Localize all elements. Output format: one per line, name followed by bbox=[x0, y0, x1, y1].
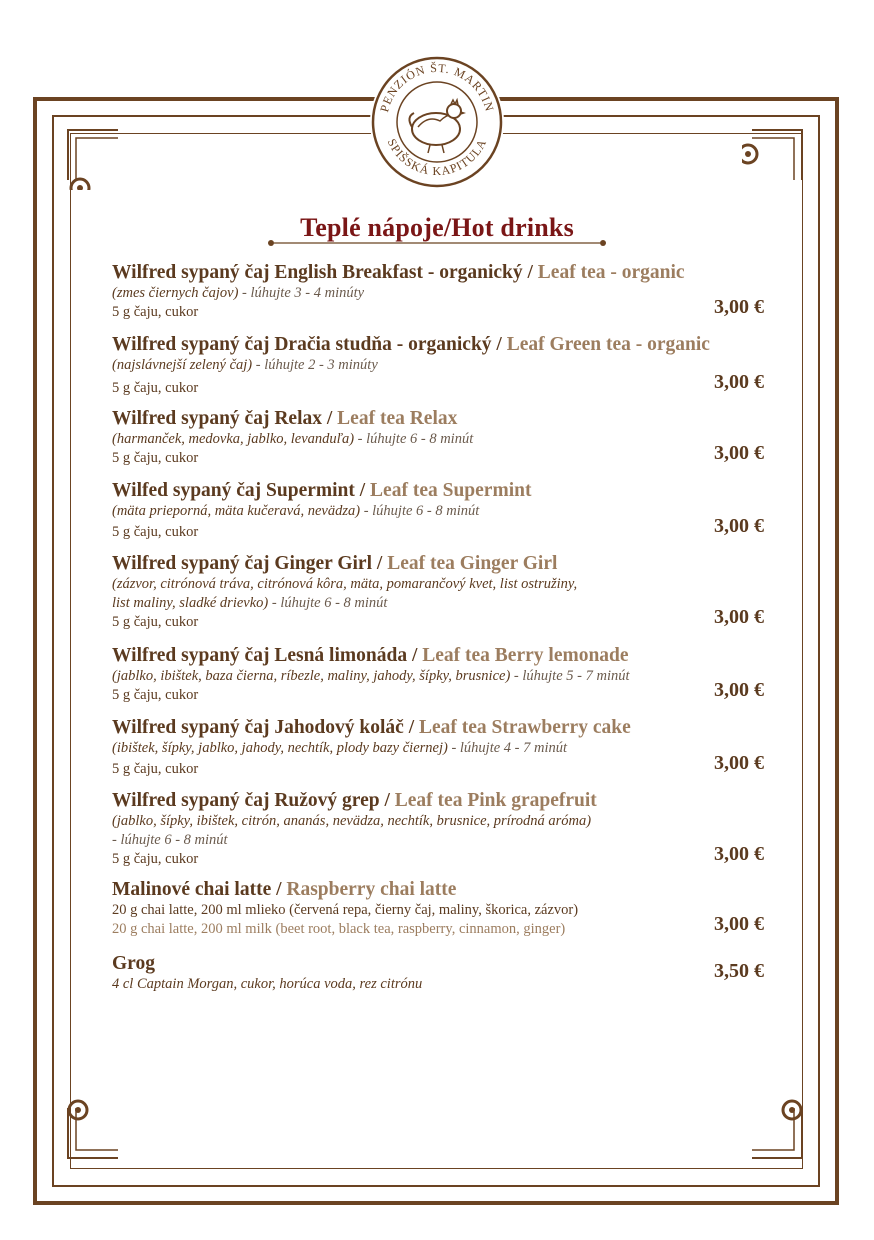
item-description: list maliny, sladké drievko) - lúhujte 6 - 8 minút bbox=[112, 595, 388, 611]
item-price: 3,00 € bbox=[714, 606, 764, 628]
item-description: (jablko, ibištek, baza čierna, ríbezle, maliny, jahody, šípky, brusnice) - lúhujte 5 - 7 minút bbox=[112, 668, 630, 684]
item-price: 3,00 € bbox=[714, 679, 764, 701]
item-description-line1: (jablko, šípky, ibištek, citrón, ananás, nevädza, nechtík, brusnice, prírodná aróma) bbox=[112, 813, 592, 829]
item-description: 4 cl Captain Morgan, cukor, horúca voda, rez citrónu bbox=[112, 976, 423, 992]
hen-logo-icon bbox=[370, 55, 504, 189]
item-description: (najslávnejší zelený čaj) - lúhujte 2 - 3 minúty bbox=[112, 357, 378, 373]
menu-item-supermint bbox=[112, 479, 764, 552]
item-serving: 5 g čaju, cukor bbox=[112, 304, 199, 320]
corner-ornament-top-right bbox=[742, 120, 812, 190]
menu-item-berry-lemonade bbox=[112, 644, 764, 716]
item-name: Wilfred sypaný čaj Jahodový koláč / Leaf tea Strawberry cake bbox=[112, 717, 631, 738]
menu-item-pink-grapefruit bbox=[112, 789, 764, 878]
item-name: Wilfred sypaný čaj English Breakfast - organický / Leaf tea - organic bbox=[112, 262, 685, 283]
corner-ornament-bottom-left bbox=[58, 1098, 128, 1168]
item-serving: 5 g čaju, cukor bbox=[112, 851, 199, 867]
item-serving: 5 g čaju, cukor bbox=[112, 761, 199, 777]
item-description-line1: (zázvor, citrónová tráva, citrónová kôra, mäta, pomarančový kvet, list ostružiny, bbox=[112, 576, 578, 592]
item-serving: 5 g čaju, cukor bbox=[112, 524, 199, 540]
item-name: Wilfed sypaný čaj Supermint / Leaf tea Supermint bbox=[112, 480, 532, 501]
menu-title: Teplé nápoje/Hot drinks bbox=[300, 213, 574, 242]
item-price: 3,00 € bbox=[714, 442, 764, 464]
corner-ornament-bottom-right bbox=[742, 1098, 812, 1168]
item-name: Grog bbox=[112, 953, 155, 974]
menu-title-wrap bbox=[266, 213, 608, 243]
logo-top-text: PENZIÓN ŠT. MARTIN bbox=[377, 60, 497, 114]
item-serving: 5 g čaju, cukor bbox=[112, 687, 199, 703]
menu-item-ginger-girl bbox=[112, 552, 764, 644]
drinks-menu bbox=[112, 261, 764, 1002]
menu-item-dracia-studna bbox=[112, 333, 764, 407]
item-description: (mäta prieporná, mäta kučeravá, nevädza) - lúhujte 6 - 8 minút bbox=[112, 503, 480, 519]
item-ingredients-en: 20 g chai latte, 200 ml milk (beet root, black tea, raspberry, cinnamon, ginger) bbox=[112, 921, 566, 937]
menu-item-raspberry-chai-latte bbox=[112, 878, 764, 952]
title-underline bbox=[266, 240, 608, 246]
item-name: Wilfred sypaný čaj Ginger Girl / Leaf tea Ginger Girl bbox=[112, 553, 558, 574]
item-price: 3,50 € bbox=[714, 960, 764, 982]
item-description: (zmes čiernych čajov) - lúhujte 3 - 4 minúty bbox=[112, 285, 365, 301]
menu-item-strawberry-cake bbox=[112, 716, 764, 789]
item-name: Wilfred sypaný čaj Lesná limonáda / Leaf tea Berry lemonade bbox=[112, 645, 629, 666]
corner-ornament-top-left bbox=[58, 120, 128, 190]
item-price: 3,00 € bbox=[714, 843, 764, 865]
item-price: 3,00 € bbox=[714, 913, 764, 935]
menu-item-english-breakfast bbox=[112, 261, 764, 333]
menu-item-relax bbox=[112, 407, 764, 479]
item-serving: 5 g čaju, cukor bbox=[112, 614, 199, 630]
item-description: - lúhujte 6 - 8 minút bbox=[112, 832, 228, 848]
item-price: 3,00 € bbox=[714, 296, 764, 318]
item-price: 3,00 € bbox=[714, 515, 764, 537]
item-name: Malinové chai latte / Raspberry chai latte bbox=[112, 879, 457, 900]
item-name: Wilfred sypaný čaj Ružový grep / Leaf tea Pink grapefruit bbox=[112, 790, 597, 811]
item-name: Wilfred sypaný čaj Dračia studňa - organický / Leaf Green tea - organic bbox=[112, 334, 710, 355]
logo-badge bbox=[370, 55, 504, 189]
item-serving: 5 g čaju, cukor bbox=[112, 380, 199, 396]
menu-item-grog bbox=[112, 952, 764, 1002]
item-description: (harmanček, medovka, jablko, levanduľa) - lúhujte 6 - 8 minút bbox=[112, 431, 474, 447]
item-serving: 5 g čaju, cukor bbox=[112, 450, 199, 466]
item-price: 3,00 € bbox=[714, 752, 764, 774]
logo-bottom-text: SPIŠSKÁ KAPITULA bbox=[384, 136, 490, 179]
item-description: (ibištek, šípky, jablko, jahody, nechtík, plody bazy čiernej) - lúhujte 4 - 7 minút bbox=[112, 740, 568, 756]
item-price: 3,00 € bbox=[714, 371, 764, 393]
item-name: Wilfred sypaný čaj Relax / Leaf tea Relax bbox=[112, 408, 458, 429]
item-ingredients-sk: 20 g chai latte, 200 ml mlieko (červená repa, čierny čaj, maliny, škorica, zázvor) bbox=[112, 902, 579, 918]
